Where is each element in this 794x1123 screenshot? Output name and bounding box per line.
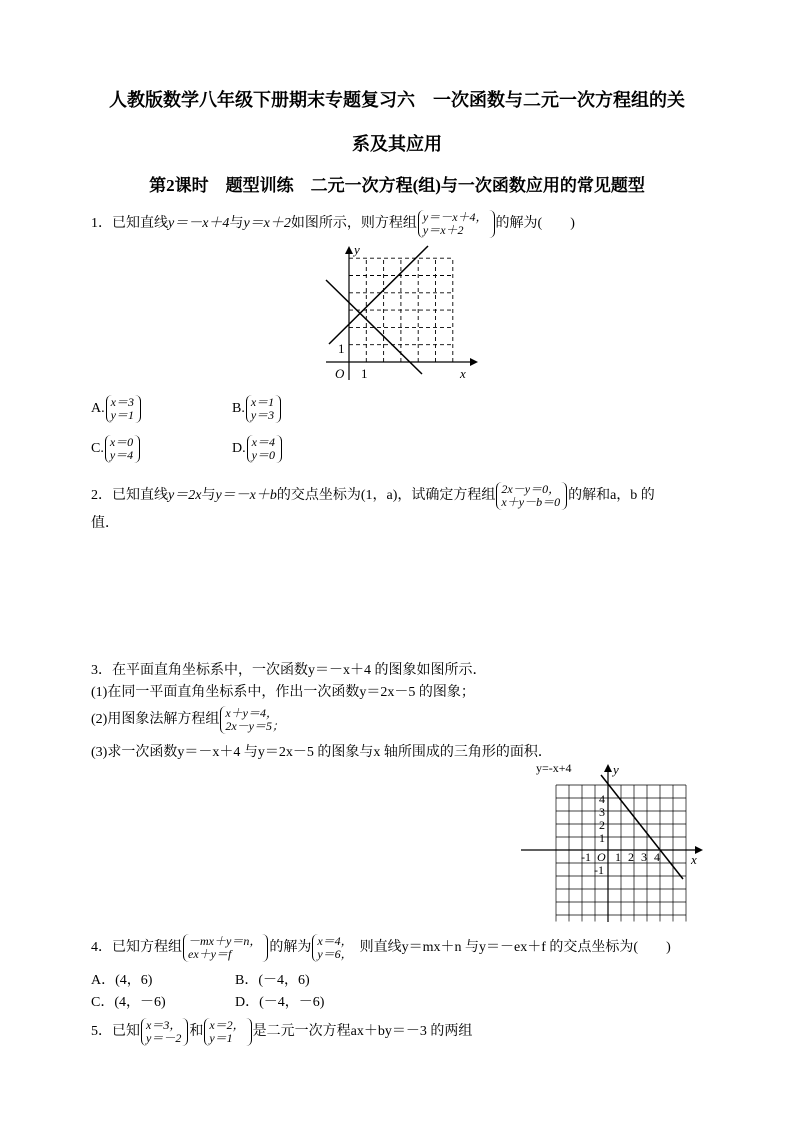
q1-line-x-plus-2: [329, 246, 428, 344]
page-title-line1: 人教版数学八年级下册期末专题复习六 一次函数与二元一次方程组的关: [109, 90, 685, 110]
question-3-stem: 3．在平面直角坐标系中，一次函数y＝－x＋4 的图象如图所示．: [91, 663, 487, 678]
page-title-line2: 系及其应用: [352, 134, 442, 154]
question-3-part3: (3)求一次函数y＝－x＋4 与y＝2x－5 的图象与x 轴所围成的三角形的面积．: [91, 745, 552, 760]
q1-y-label: y: [354, 242, 360, 257]
q4-option-c[interactable]: C．(4，－6): [91, 995, 166, 1010]
question-2-line2: 值．: [91, 516, 119, 531]
q4-solution: x＝4， y＝6，: [312, 934, 358, 962]
q3-tick-x-3: 3: [641, 850, 647, 864]
q3-origin: O: [597, 850, 606, 864]
question-3-part1: (1)在同一平面直角坐标系中，作出一次函数y＝2x－5 的图象；: [91, 685, 475, 700]
q3-tick-x-2: 2: [628, 850, 634, 864]
q1-x-label: x: [460, 366, 466, 381]
q1-option-b[interactable]: B. x＝1 y＝3: [232, 395, 282, 423]
question-3-part2: (2)用图象法解方程组 x＋y＝4， 2x－y＝5；: [91, 706, 291, 734]
q1-option-d[interactable]: D. x＝4 y＝0: [232, 435, 283, 463]
q3-tick-y-3: 3: [599, 805, 605, 819]
q3-y-arrow-icon: [604, 764, 612, 772]
q1-graph: [320, 240, 480, 382]
q1-option-c[interactable]: C. x＝0 y＝4: [91, 435, 141, 463]
q4-equation-system: －mx＋y＝n， ex＋y＝f: [183, 934, 268, 962]
q3-graph: [515, 758, 707, 924]
q1-tick-x: 1: [361, 366, 368, 381]
q3-x-label: x: [691, 852, 697, 867]
q2-equation-system: 2x－y＝0， x＋y－b＝0: [496, 482, 567, 510]
q1-origin: O: [335, 366, 345, 381]
q1-x-arrow-icon: [470, 358, 478, 366]
q3-tick-y-1: 1: [599, 831, 605, 845]
q3-tick-y-4: 4: [599, 792, 605, 806]
q4-option-a[interactable]: A．(4，6): [91, 973, 153, 988]
q3-tick-x-4: 4: [654, 850, 660, 864]
q3-tick-x-1: 1: [615, 850, 621, 864]
q4-option-d[interactable]: D．(－4，－6): [235, 995, 325, 1010]
q1-equation-system: y＝－x＋4， y＝x＋2: [418, 210, 495, 238]
q1-option-a[interactable]: A. x＝3 y＝1: [91, 395, 142, 423]
question-4-stem: 4．已知方程组 －mx＋y＝n， ex＋y＝f 的解为 x＝4， y＝6， 则直线y＝mx＋n 与y＝－ex＋f 的交点坐标为( ): [91, 934, 671, 961]
q4-option-b[interactable]: B．(－4，6): [235, 973, 310, 988]
q1-tick-y: 1: [338, 341, 345, 356]
question-2-stem: 2．已知直线y＝2x与y＝－x＋b的交点坐标为(1，a)，试确定方程组 2x－y＝0， x＋y－b＝0 的解和a，b 的: [91, 482, 655, 509]
q3-tick-x-neg1: -1: [581, 850, 591, 864]
q3-line-label: y=-x+4: [536, 761, 572, 775]
q3-y-label: y: [613, 762, 619, 777]
q3-tick-y-2: 2: [599, 818, 605, 832]
page-subtitle: 第2课时 题型训练 二元一次方程(组)与一次函数应用的常见题型: [149, 176, 645, 195]
question-1-stem: 1．已知直线y＝－x＋4与y＝x＋2如图所示，则方程组 y＝－x＋4， y＝x＋2 的解为( ): [91, 210, 575, 237]
question-5-stem: 5．已知 x＝3， y＝－2 和 x＝2， y＝1 是二元一次方程ax＋by＝－3 的两组: [91, 1018, 473, 1045]
q3-tick-y-neg1: -1: [594, 863, 604, 877]
q1-y-arrow-icon: [345, 246, 353, 254]
